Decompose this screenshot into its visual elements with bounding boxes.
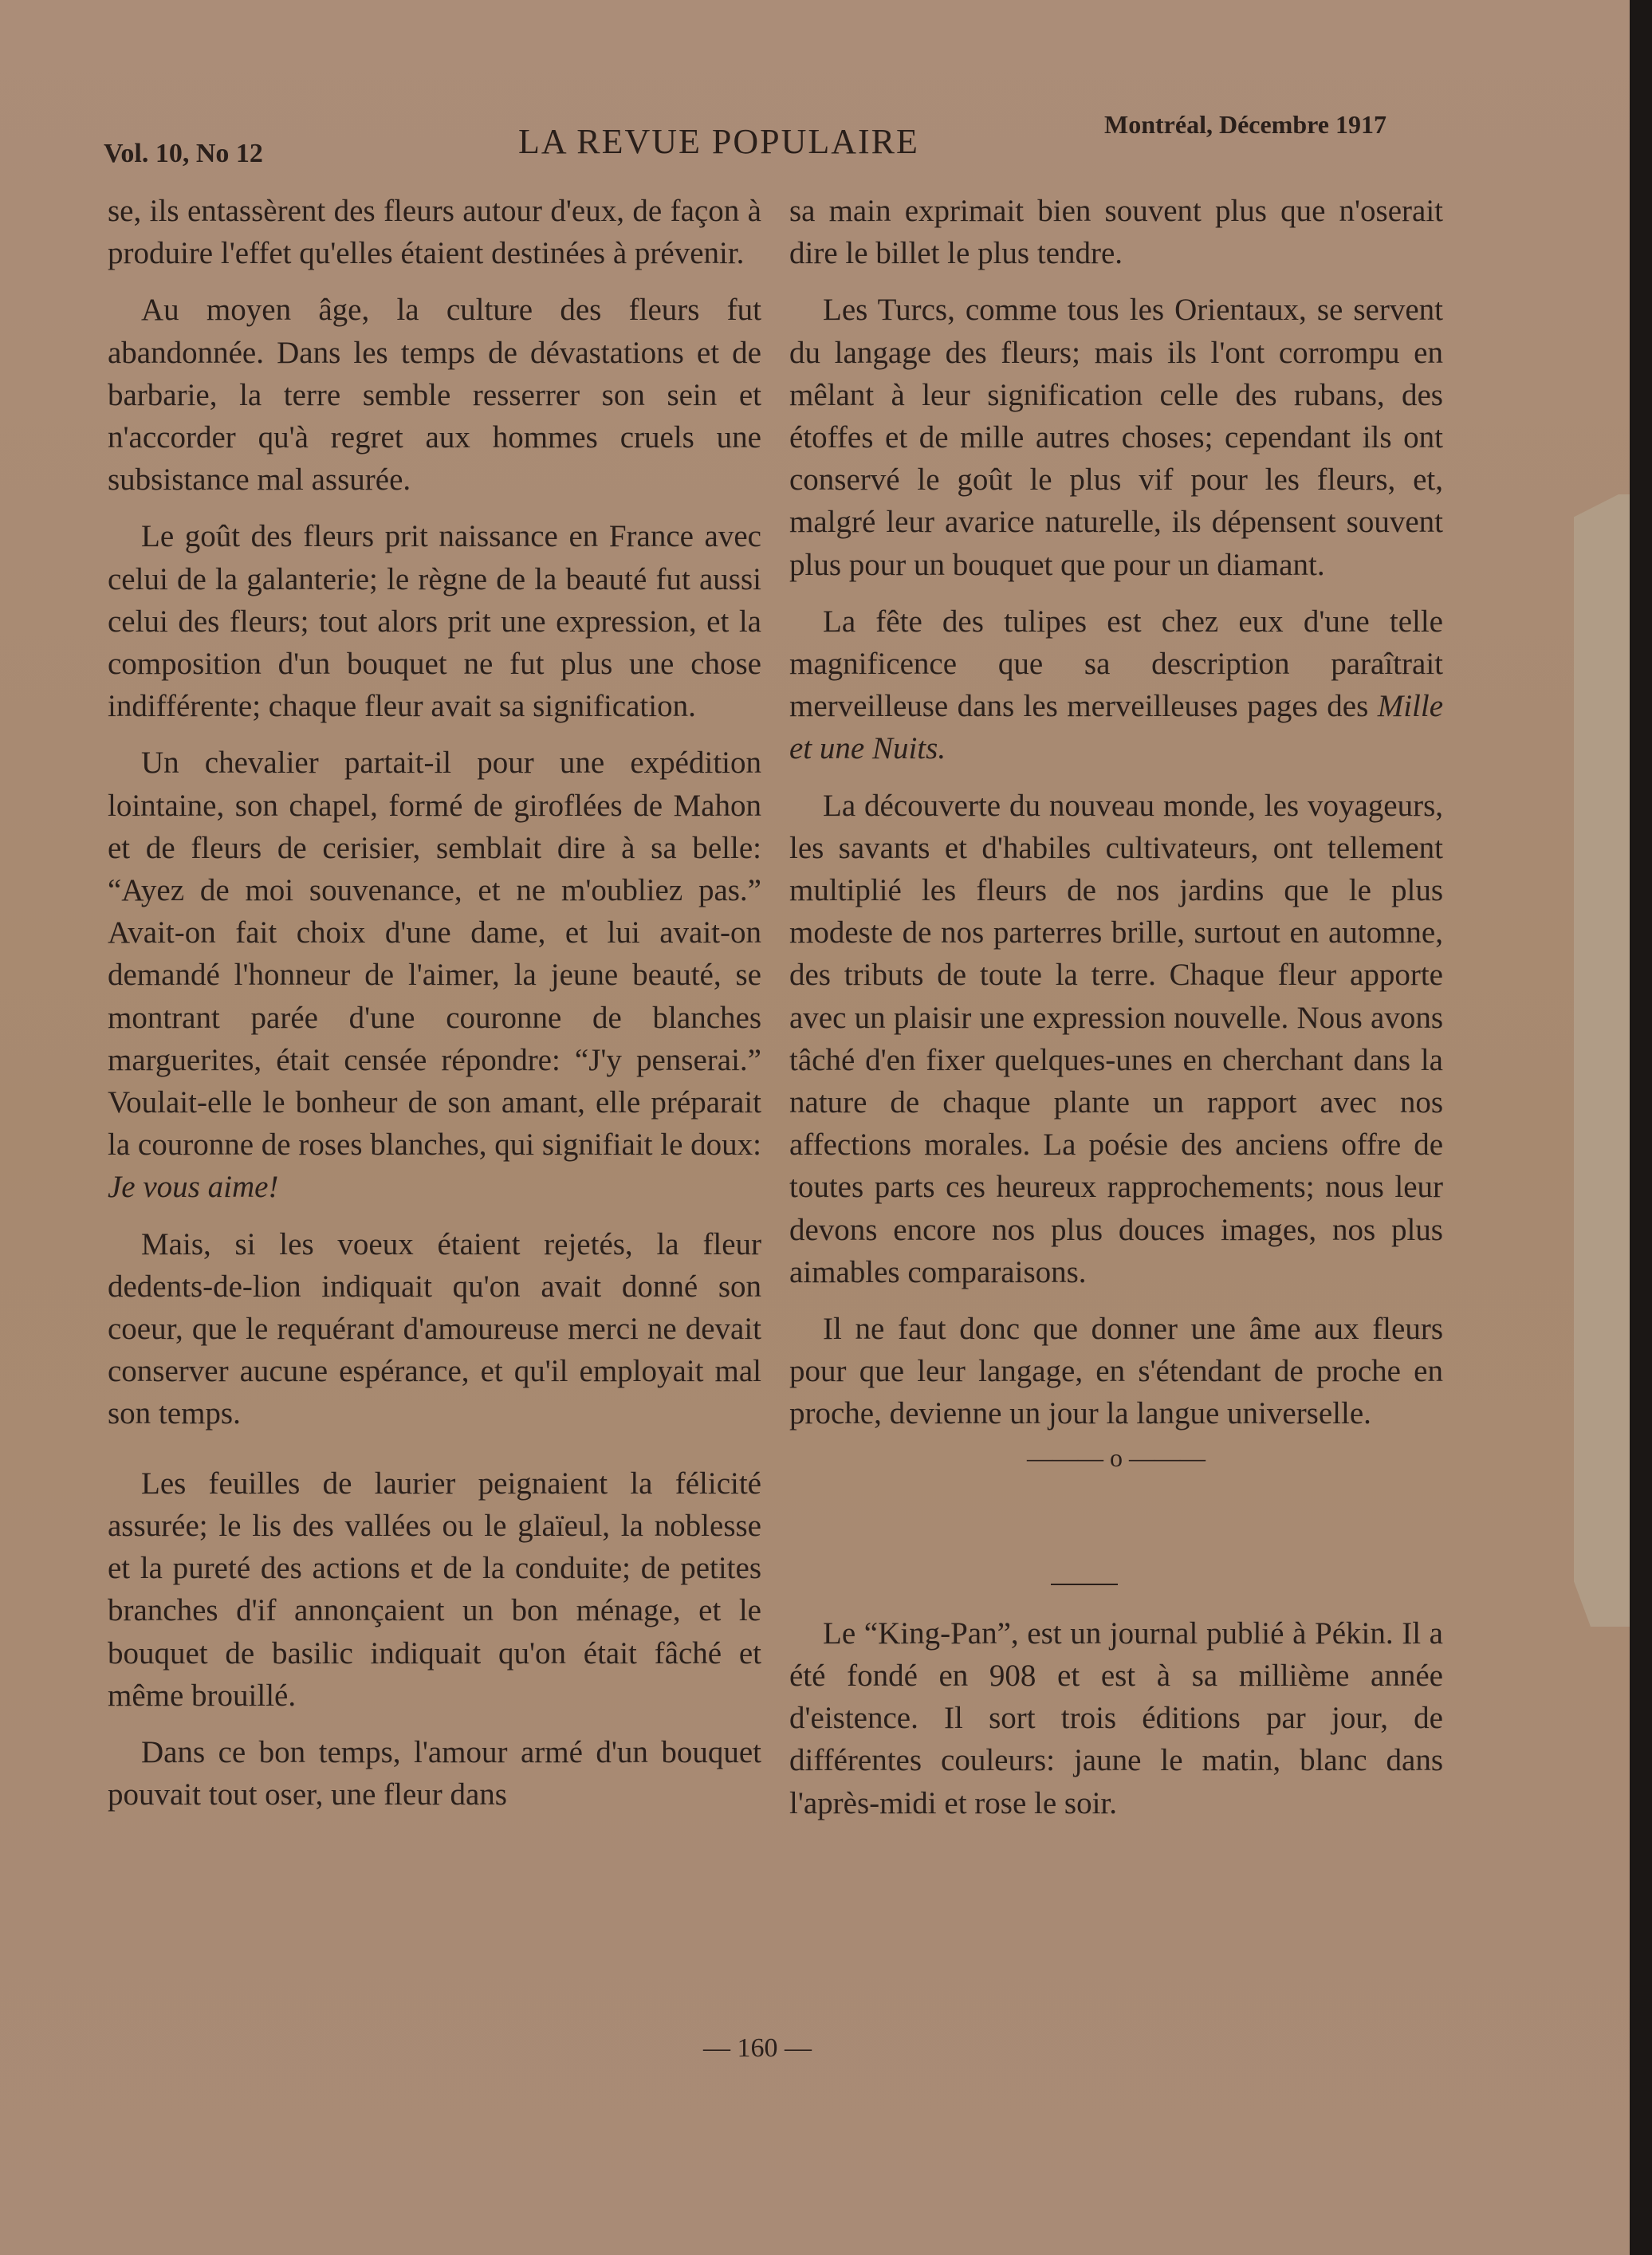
paragraph-text: La fête des tulipes est chez eux d'une telle magnificence que sa description paraîtrait merveilleuse dans les merveilleuses pages des: [789, 604, 1443, 724]
paragraph: Il ne faut donc que donner une âme aux fleurs pour que leur langage, en s'étendant de proche en proche, devienne un jour la langue universelle.: [789, 1312, 1443, 1431]
left-column: [108, 190, 761, 1816]
section-separator: ——— o ———: [1027, 1442, 1206, 1472]
paragraph: Au moyen âge, la culture des fleurs fut abandonnée. Dans les temps de dévastations et de barbarie, la terre semble resserrer son sein et n'accorder qu'à regret aux hommes cruels une subsistance mal assurée.: [108, 293, 761, 498]
paragraph: se, ils entassèrent des fleurs autour d'eux, de façon à produire l'effet qu'elles étaient destinées à prévenir.: [108, 194, 761, 271]
short-rule: [1051, 1584, 1118, 1585]
page-number: — 160 —: [703, 2033, 812, 2063]
issue-date: Montréal, Décembre 1917: [1104, 110, 1386, 139]
italic-title: Mille et une Nuits.: [789, 689, 1444, 766]
paragraph: La découverte du nouveau monde, les voyageurs, les savants et d'habiles cultivateurs, ont tellement multiplié les fleurs de nos jardins que le plus modeste de nos parterres brille, surtout en automne, des tributs de toute la terre. Chaque fleur apporte avec un plaisir une expression nouvelle. Nous avons tâché d'en fixer quelques-unes en cherchant dans la nature de chaque plante un rapport avec nos affections morales. La poésie des anciens offre de toutes parts ces heureux rapprochements; nous leur devons encore nos plus douces images, nos plus aimables comparaisons.: [789, 788, 1443, 1289]
italic-phrase: Je vous aime!: [108, 1170, 279, 1205]
paper-edge: [1574, 494, 1630, 1627]
binding-edge: [1630, 0, 1652, 2255]
paragraph: Mais, si les voeux étaient rejetés, la fleur dedents-de-lion indiquait qu'on avait donné son coeur, que le requérant d'amoureuse merci ne devait conserver aucune espérance, et qu'il employait mal son temps.: [108, 1226, 761, 1431]
paragraph: Le goût des fleurs prit naissance en France avec celui de la galanterie; le règne de la beauté fut aussi celui des fleurs; tout alors prit une expression, et la composition d'un bouquet ne fut plus une chose indifférente; chaque fleur avait sa signification.: [108, 519, 761, 724]
journal-title: LA REVUE POPULAIRE: [518, 122, 919, 161]
volume-number: Vol. 10, No 12: [104, 139, 263, 168]
paragraph: sa main exprimait bien souvent plus que n'oserait dire le billet le plus tendre.: [789, 194, 1443, 271]
right-column: [789, 190, 1443, 1824]
paragraph: Dans ce bon temps, l'amour armé d'un bouquet pouvait tout oser, une fleur dans: [108, 1734, 761, 1812]
paragraph: Les Turcs, comme tous les Orientaux, se servent du langage des fleurs; mais ils l'ont corrompu en mêlant à leur signification celle des rubans, des étoffes et de mille autres choses; cependant ils ont conservé le goût le plus vif pour les fleurs, et, malgré leur avarice naturelle, ils dépensent souvent plus pour un bouquet que pour un diamant.: [789, 293, 1443, 582]
running-header: [104, 110, 1427, 166]
paragraph: Les feuilles de laurier peignaient la félicité assurée; le lis des vallées ou le glaïeul, la noblesse et la pureté des actions et de la conduite; de petites branches d'if annonçaient un bon ménage, et le bouquet de basilic indiquait qu'on était fâché et même brouillé.: [108, 1466, 761, 1713]
paragraph: [108, 742, 761, 1208]
paragraph: [789, 600, 1443, 770]
paragraph: Le “King-Pan”, est un journal publié à Pékin. Il a été fondé en 908 et est à sa millième année d'eistence. Il sort trois éditions par jour, de différentes couleurs: jaune le matin, blanc dans l'après-midi et rose le soir.: [789, 1615, 1443, 1820]
paragraph-text: Un chevalier partait-il pour une expédition lointaine, son chapel, formé de giroflées de Mahon et de fleurs de cerisier, semblait dire à sa belle: “Ayez de moi souvenance, et ne m'oubliez pas.” Avait-on fait choix d'une dame, et lui avait-on demandé l'honneur de l'aimer, la jeune beauté, se montrant parée d'une couronne de blanches marguerites, était censée répondre: “J'y penserai.” Voulait-elle le bonheur de son amant, elle préparait la couronne de roses blanches, qui signifiait le doux:: [108, 746, 761, 1163]
